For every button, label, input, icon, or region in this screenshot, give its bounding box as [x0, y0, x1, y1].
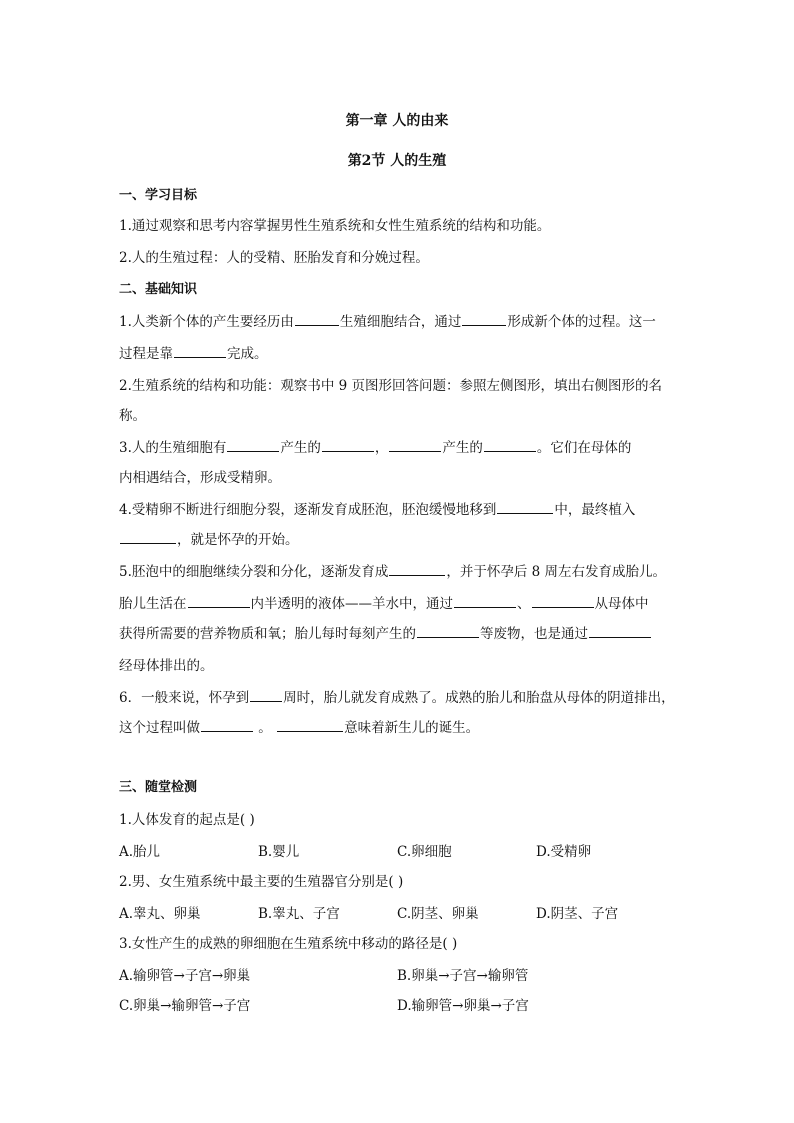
fill-blank[interactable]: [484, 438, 536, 452]
fill-blank[interactable]: [277, 718, 343, 732]
fill-blank[interactable]: [227, 438, 279, 452]
quiz-option[interactable]: B.婴儿: [258, 844, 300, 860]
fill-blank[interactable]: [497, 500, 553, 514]
question-line: 5.胚泡中的细胞继续分裂和分化，逐渐发育成 ，并于怀孕后 8 周左右发育成胎儿。: [119, 564, 667, 580]
question-line: 1.人类新个体的产生要经历由 生殖细胞结合，通过 形成新个体的过程。这一: [119, 314, 656, 330]
fill-blank[interactable]: [389, 438, 441, 452]
section-heading-objectives: 一、学习目标: [119, 188, 198, 203]
question-line: 获得所需要的营养物质和氧；胎儿每时每刻产生的 等废物，也是通过: [119, 622, 652, 642]
section-heading-basics: 二、基础知识: [119, 282, 198, 297]
quiz-option[interactable]: D.阴茎、子宫: [536, 906, 619, 922]
question-line: 2.生殖系统的结构和功能：观察书中 9 页图形回答问题：参照左侧图形，填出右侧图形的名: [119, 378, 663, 394]
quiz-option[interactable]: C.卵细胞: [397, 844, 452, 860]
question-line: 称。: [119, 408, 146, 424]
fill-blank[interactable]: [174, 344, 226, 358]
quiz-option[interactable]: C.阴茎、卵巢: [397, 906, 479, 922]
question-line: 4.受精卵不断进行细胞分裂，逐渐发育成胚泡，胚泡缓慢地移到 中，最终植入: [119, 502, 636, 518]
question-line: 这个过程叫做 。 意味着新生儿的诞生。: [119, 720, 480, 736]
fill-blank[interactable]: [462, 312, 506, 326]
question-line: 过程是靠 完成。: [119, 346, 268, 362]
fill-blank[interactable]: [454, 594, 516, 608]
question-line: ，就是怀孕的开始。: [119, 528, 299, 548]
fill-blank[interactable]: [532, 594, 594, 608]
question-line: 3.人的生殖细胞有 产生的 ， 产生的 。它们在母体的: [119, 440, 632, 456]
fill-blank[interactable]: [250, 688, 282, 702]
fill-blank[interactable]: [417, 624, 479, 638]
fill-blank[interactable]: [188, 594, 250, 608]
quiz-option[interactable]: B.睾丸、子宫: [258, 906, 340, 922]
fill-blank[interactable]: [389, 562, 445, 576]
chapter-title: 第一章 人的由来: [345, 113, 449, 129]
fill-blank[interactable]: [201, 718, 253, 732]
question-line: 6．一般来说，怀孕到 周时，胎儿就发育成熟了。成熟的胎儿和胎盘从母体的阴道排出，: [119, 690, 675, 706]
quiz-option[interactable]: A.睾丸、卵巢: [119, 906, 201, 922]
quiz-question: 2.男、女生殖系统中最主要的生殖器官分别是( ): [119, 874, 404, 890]
fill-blank[interactable]: [120, 530, 176, 544]
quiz-option[interactable]: B.卵巢→子宫→输卵管: [397, 968, 529, 984]
section-title: 第2节 人的生殖: [347, 153, 447, 169]
quiz-option[interactable]: A.输卵管→子宫→卵巢: [119, 968, 251, 984]
quiz-option[interactable]: A.胎儿: [119, 844, 161, 860]
question-line: 经母体排出的。: [119, 658, 214, 674]
quiz-question: 1.人体发育的起点是( ): [119, 812, 255, 828]
objective-item: 2.人的生殖过程：人的受精、胚胎发育和分娩过程。: [119, 250, 429, 266]
objective-item: 1.通过观察和思考内容掌握男性生殖系统和女性生殖系统的结构和功能。: [119, 218, 551, 234]
fill-blank[interactable]: [322, 438, 374, 452]
question-line: 胎儿生活在 内半透明的液体——羊水中，通过 、 从母体中: [119, 596, 649, 612]
question-line: 内相遇结合，形成受精卵。: [119, 470, 281, 486]
section-heading-quiz: 三、随堂检测: [119, 780, 198, 795]
quiz-option[interactable]: D.受精卵: [536, 844, 592, 860]
quiz-question: 3.女性产生的成熟的卵细胞在生殖系统中移动的路径是( ): [119, 936, 458, 952]
fill-blank[interactable]: [295, 312, 339, 326]
fill-blank[interactable]: [589, 624, 651, 638]
quiz-option[interactable]: C.卵巢→输卵管→子宫: [119, 998, 251, 1014]
quiz-option[interactable]: D.输卵管→卵巢→子宫: [397, 998, 529, 1014]
